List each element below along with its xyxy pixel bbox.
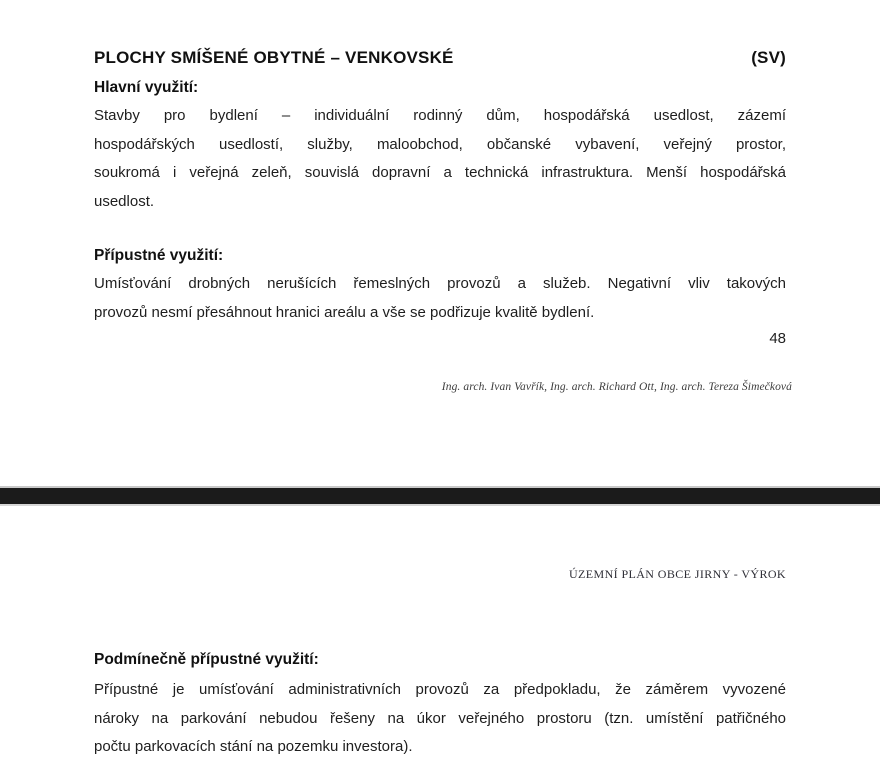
section-body-pripustne-vyuziti [94,270,786,327]
footer-architect-credits: Ing. arch. Ivan Vavřík, Ing. arch. Richard Ott, Ing. arch. Tereza Šimečková [441,381,792,393]
running-header: ÚZEMNÍ PLÁN OBCE JIRNY - VÝROK [568,567,786,581]
page-title-row [94,48,786,68]
page-title: PLOCHY SMÍŠENÉ OBYTNÉ – VENKOVSKÉ [94,48,454,67]
section-heading-hlavni-vyuziti: Hlavní využití: [94,79,199,96]
body-text-line: hospodářských usedlostí, služby, maloobchod, občanské vybavení, veřejný prostor, [94,135,786,153]
section-body-hlavni-vyuziti [94,102,786,217]
body-text-line: usedlost. [94,193,155,211]
page-number: 48 [769,330,786,347]
body-text-line: provozů nesmí přesáhnout hranici areálu a vše se podřizuje kvalitě bydlení. [94,303,595,321]
section-heading-pripustne-vyuziti: Přípustné využití: [94,247,224,264]
body-text-line: soukromá i veřejná zeleň, souvislá dopravní a technická infrastruktura. Menší hospodářská [94,164,786,182]
body-text-line: Stavby pro bydlení – individuální rodinný dům, hospodářská usedlost, zázemí [94,107,786,124]
zone-code-label: (SV) [751,48,786,67]
page-gap-separator [0,486,880,506]
body-text-line: Umísťování drobných nerušících řemeslných provozů a služeb. Negativní vliv takových [94,275,786,292]
section-heading-podminecne-pripustne-vyuziti: Podmínečně přípustné využití: [94,651,319,668]
body-text-line: nároky na parkování nebudou řešeny na úkor veřejného prostoru (tzn. umístění patřičného [94,709,786,727]
body-text-line: Přípustné je umísťování administrativních provozů za předpokladu, že záměrem vyvozené [94,681,786,698]
body-text-line: počtu parkovacích stání na pozemku investora). [94,738,413,756]
section-body-podminecne-pripustne-vyuziti [94,676,786,762]
